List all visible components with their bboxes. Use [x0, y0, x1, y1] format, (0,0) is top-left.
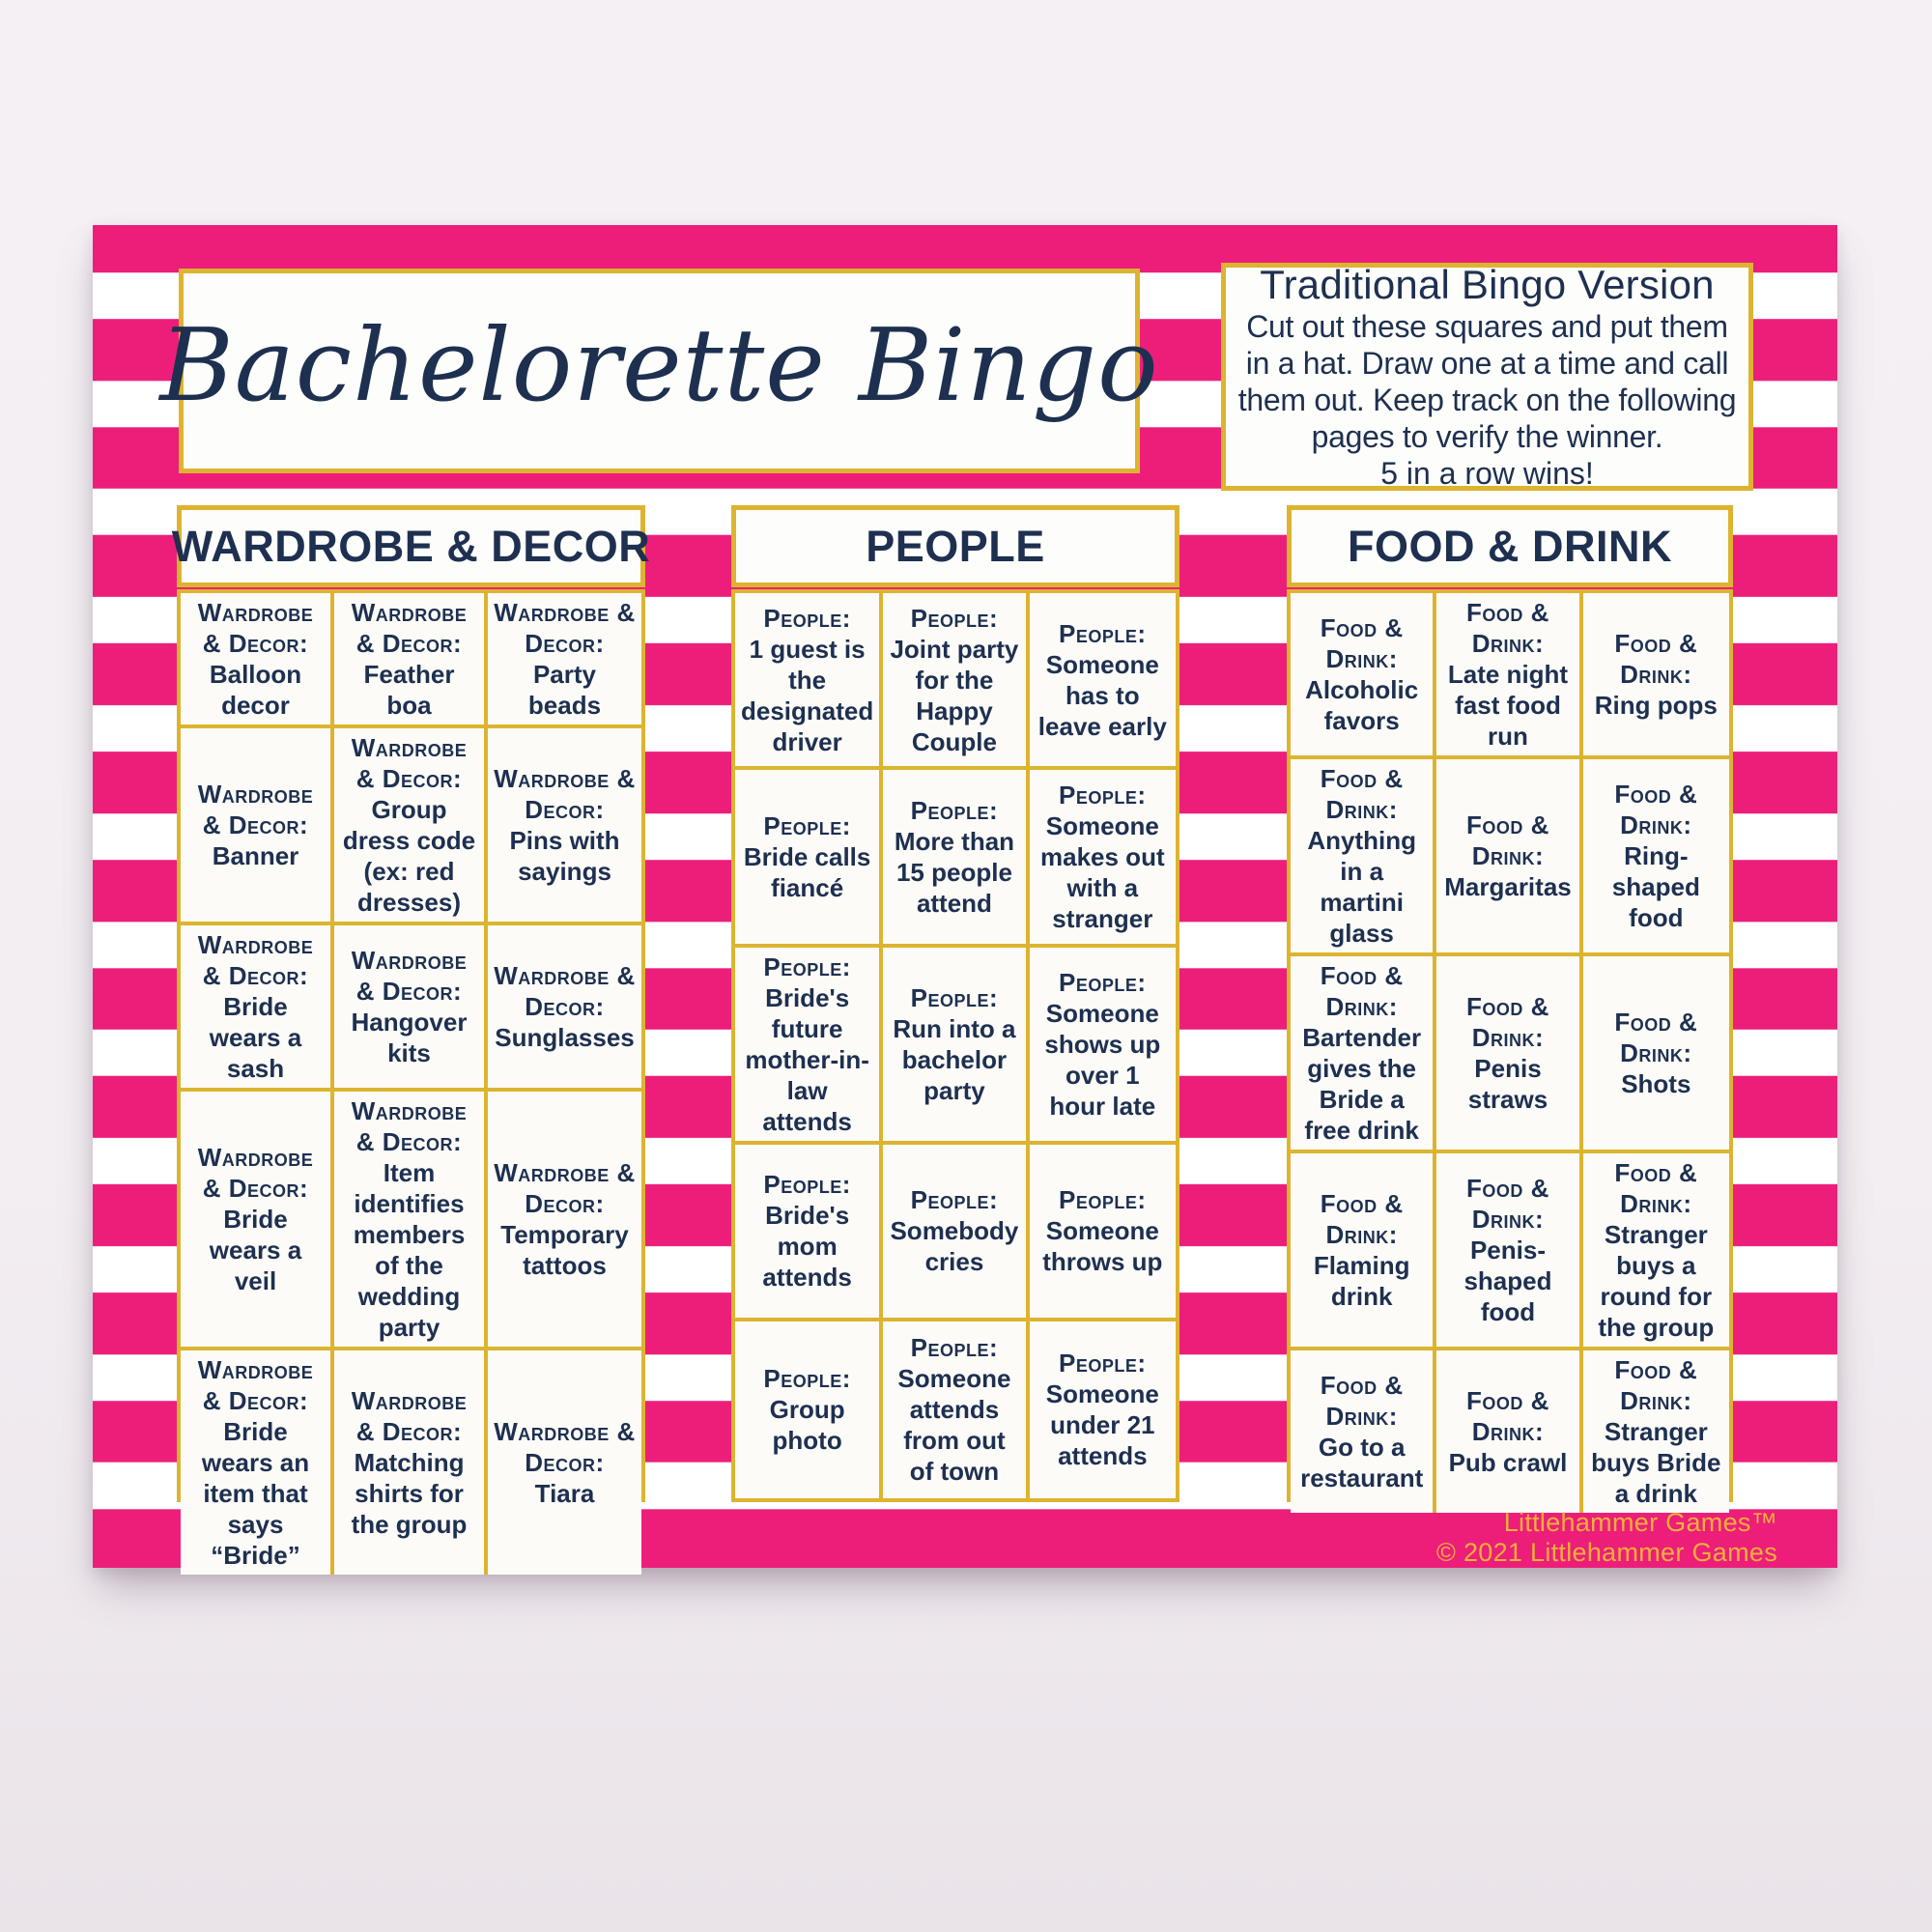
cell-category-prefix: Food & Drink:: [1320, 1371, 1404, 1431]
bingo-cell: [181, 925, 334, 1092]
bingo-cell: [334, 593, 488, 728]
bingo-cell: [1583, 593, 1729, 759]
bingo-cell: [1030, 593, 1176, 770]
cell-prompt: Flaming drink: [1313, 1251, 1410, 1311]
bingo-cell: [1291, 1350, 1436, 1513]
footer: [1436, 1508, 1777, 1568]
cell-category-prefix: People:: [910, 982, 999, 1012]
cell-category-prefix: Wardrobe & Decor:: [494, 1417, 636, 1477]
cell-prompt: Bride wears an item that says “Bride”: [201, 1417, 310, 1570]
cell-prompt: Matching shirts for the group: [351, 1448, 468, 1539]
title-box: [159, 269, 1159, 473]
cell-prompt: Penis straws: [1467, 1054, 1548, 1114]
cell-prompt: Banner: [212, 841, 299, 870]
cell-category-prefix: People:: [763, 952, 851, 981]
cell-prompt: More than 15 people attend: [894, 826, 1015, 918]
bingo-cell: [1436, 593, 1582, 759]
bingo-cell: [735, 1321, 883, 1498]
cell-category-prefix: People:: [1059, 967, 1147, 997]
bingo-cell: [334, 1350, 488, 1575]
bingo-cell: [1436, 759, 1582, 956]
bingo-cell: [883, 593, 1029, 770]
bingo-cell: [1030, 1145, 1176, 1321]
bingo-cell: [181, 1092, 334, 1350]
cell-category-prefix: People:: [1059, 1185, 1147, 1215]
bingo-cell: [1583, 759, 1729, 956]
cell-category-prefix: Food & Drink:: [1466, 1386, 1549, 1446]
cell-category-prefix: Food & Drink:: [1614, 1008, 1698, 1067]
bingo-cell: [1030, 770, 1176, 947]
bingo-cell: [883, 1145, 1029, 1321]
bingo-cell: [1291, 759, 1436, 956]
cell-prompt: Stranger buys Bride a drink: [1591, 1417, 1721, 1508]
bingo-grid: [731, 589, 1179, 1502]
info-box: [1221, 263, 1753, 491]
cell-category-prefix: Food & Drink:: [1320, 764, 1404, 824]
footer-brand: Littlehammer Games™: [1503, 1508, 1777, 1537]
cell-prompt: Item identifies members of the wedding party: [353, 1158, 466, 1342]
cell-prompt: Feather boa: [363, 660, 455, 720]
cell-prompt: Ring pops: [1594, 691, 1718, 720]
cell-prompt: Temporary tattoos: [500, 1220, 629, 1280]
cell-category-prefix: Wardrobe & Decor:: [494, 961, 636, 1021]
cell-category-prefix: Food & Drink:: [1614, 780, 1698, 839]
cell-category-prefix: People:: [1059, 618, 1147, 648]
cell-category-prefix: People:: [910, 1333, 999, 1363]
bingo-card: [93, 225, 1837, 1568]
cell-prompt: Tiara: [534, 1479, 595, 1508]
cell-prompt: Late night fast food run: [1447, 660, 1569, 751]
cell-category-prefix: People:: [910, 603, 999, 633]
bingo-cell: [1291, 1153, 1436, 1350]
column-header: WARDROBE & DECOR: [177, 505, 645, 587]
cell-prompt: Ring-shaped food: [1611, 841, 1700, 932]
bingo-grid: [1287, 589, 1733, 1508]
cell-category-prefix: People:: [910, 795, 999, 825]
cell-prompt: Go to a restaurant: [1300, 1433, 1424, 1492]
cell-category-prefix: Wardrobe & Decor:: [197, 1143, 314, 1203]
bingo-cell: [181, 593, 334, 728]
cell-category-prefix: People:: [763, 1364, 851, 1394]
bingo-cell: [735, 1145, 883, 1321]
cell-category-prefix: Food & Drink:: [1320, 961, 1404, 1021]
bingo-cell: [883, 1321, 1029, 1498]
bingo-cell: [735, 770, 883, 947]
cell-prompt: Bride's mom attends: [762, 1201, 852, 1293]
bingo-cell: [334, 925, 488, 1092]
cell-category-prefix: Food & Drink:: [1614, 1355, 1698, 1415]
bingo-cell: [1291, 593, 1436, 759]
cell-category-prefix: Wardrobe & Decor:: [351, 1096, 468, 1156]
bingo-cell: [488, 1092, 641, 1350]
cell-prompt: Party beads: [527, 660, 602, 720]
cell-prompt: Someone makes out with a stranger: [1040, 810, 1165, 933]
cell-category-prefix: Wardrobe & Decor:: [197, 780, 314, 839]
cell-category-prefix: Food & Drink:: [1466, 598, 1549, 658]
cell-category-prefix: Wardrobe & Decor:: [197, 598, 314, 658]
info-body: Cut out these squares and put them in a hat. Draw one at a time and call them out. Keep track on the following pages to verify the winner.: [1237, 309, 1737, 454]
cell-prompt: Shots: [1621, 1069, 1691, 1098]
column-header: FOOD & DRINK: [1287, 505, 1733, 587]
bingo-cell: [735, 593, 883, 770]
bingo-cell: [1436, 956, 1582, 1153]
page-title: Bachelorette Bingo: [159, 306, 1159, 424]
bingo-cell: [334, 728, 488, 925]
cell-category-prefix: Wardrobe & Decor:: [494, 764, 636, 824]
cell-prompt: Someone attends from out of town: [897, 1364, 1011, 1487]
cell-prompt: Bartender gives the Bride a free drink: [1302, 1023, 1422, 1145]
cell-prompt: Joint party for the Happy Couple: [890, 634, 1019, 756]
bingo-cell: [1583, 956, 1729, 1153]
cell-prompt: Someone throws up: [1042, 1216, 1163, 1277]
cell-category-prefix: Wardrobe & Decor:: [351, 946, 468, 1006]
cell-category-prefix: Wardrobe & Decor:: [197, 1355, 314, 1415]
cell-category-prefix: Food & Drink:: [1614, 1158, 1698, 1218]
cell-category-prefix: Food & Drink:: [1614, 629, 1698, 689]
bingo-cell: [1583, 1153, 1729, 1350]
cell-category-prefix: Food & Drink:: [1466, 1174, 1549, 1234]
cell-category-prefix: Wardrobe & Decor:: [494, 1158, 636, 1218]
bingo-cell: [1030, 948, 1176, 1145]
cell-prompt: Bride wears a sash: [209, 992, 302, 1083]
cell-category-prefix: Food & Drink:: [1320, 1189, 1404, 1249]
bingo-cell: [488, 1350, 641, 1575]
cell-prompt: Somebody cries: [890, 1216, 1019, 1277]
column-header: PEOPLE: [731, 505, 1179, 587]
column-food-drink: [1287, 505, 1733, 1508]
cell-prompt: Group dress code (ex: red dresses): [342, 795, 476, 917]
info-rule-line: 5 in a row wins!: [1380, 456, 1594, 491]
cell-prompt: Margaritas: [1444, 872, 1572, 901]
cell-category-prefix: People:: [763, 603, 851, 633]
bingo-cell: [1030, 1321, 1176, 1498]
cell-category-prefix: Wardrobe & Decor:: [351, 733, 468, 793]
cell-category-prefix: Food & Drink:: [1320, 613, 1404, 673]
footer-copyright: © 2021 Littlehammer Games: [1435, 1538, 1777, 1567]
cell-category-prefix: Wardrobe & Decor:: [351, 1386, 468, 1446]
cell-prompt: Anything in a martini glass: [1307, 826, 1416, 948]
bingo-cell: [1291, 956, 1436, 1153]
bingo-cell: [488, 593, 641, 728]
cell-prompt: Balloon decor: [209, 660, 302, 720]
cell-prompt: Bride's future mother-in-law attends: [745, 982, 869, 1136]
cell-prompt: Penis-shaped food: [1463, 1236, 1552, 1326]
cell-prompt: Alcoholic favors: [1305, 675, 1419, 735]
column-people: [731, 505, 1179, 1502]
cell-category-prefix: People:: [1059, 1349, 1147, 1378]
cell-prompt: Someone under 21 attends: [1045, 1379, 1159, 1471]
cell-category-prefix: Wardrobe & Decor:: [351, 598, 468, 658]
cell-category-prefix: Food & Drink:: [1466, 992, 1549, 1052]
bingo-cell: [488, 925, 641, 1092]
column-wardrobe-decor: [171, 505, 651, 1570]
cell-prompt: Sunglasses: [495, 1023, 635, 1052]
bingo-grid: [177, 589, 645, 1570]
bingo-cell: [334, 1092, 488, 1350]
cell-category-prefix: People:: [763, 810, 851, 840]
cell-prompt: 1 guest is the designated driver: [741, 634, 874, 756]
cell-category-prefix: People:: [763, 1170, 851, 1200]
bingo-cell: [883, 770, 1029, 947]
cell-prompt: Stranger buys a round for the group: [1598, 1220, 1715, 1342]
cell-prompt: Someone shows up over 1 hour late: [1044, 998, 1161, 1121]
bingo-cell: [883, 948, 1029, 1145]
bingo-cell: [1436, 1350, 1582, 1513]
bingo-cell: [1583, 1350, 1729, 1513]
cell-prompt: Pub crawl: [1448, 1448, 1568, 1477]
bingo-cell: [181, 728, 334, 925]
cell-category-prefix: People:: [1059, 780, 1147, 810]
bingo-cell: [181, 1350, 334, 1575]
cell-prompt: Bride calls fiancé: [743, 841, 871, 902]
cell-category-prefix: Wardrobe & Decor:: [494, 598, 636, 658]
bingo-cell: [735, 948, 883, 1145]
cell-prompt: Bride wears a veil: [209, 1205, 302, 1295]
cell-prompt: Someone has to leave early: [1037, 649, 1167, 741]
info-title: Traditional Bingo Version: [1260, 262, 1715, 307]
cell-prompt: Group photo: [769, 1395, 845, 1456]
bingo-cell: [1436, 1153, 1582, 1350]
cell-category-prefix: Wardrobe & Decor:: [197, 930, 314, 990]
cell-category-prefix: People:: [910, 1185, 999, 1215]
cell-prompt: Run into a bachelor party: [893, 1013, 1016, 1105]
cell-category-prefix: Food & Drink:: [1466, 810, 1549, 870]
cell-prompt: Pins with sayings: [509, 826, 620, 886]
bingo-cell: [488, 728, 641, 925]
cell-prompt: Hangover kits: [351, 1008, 468, 1067]
